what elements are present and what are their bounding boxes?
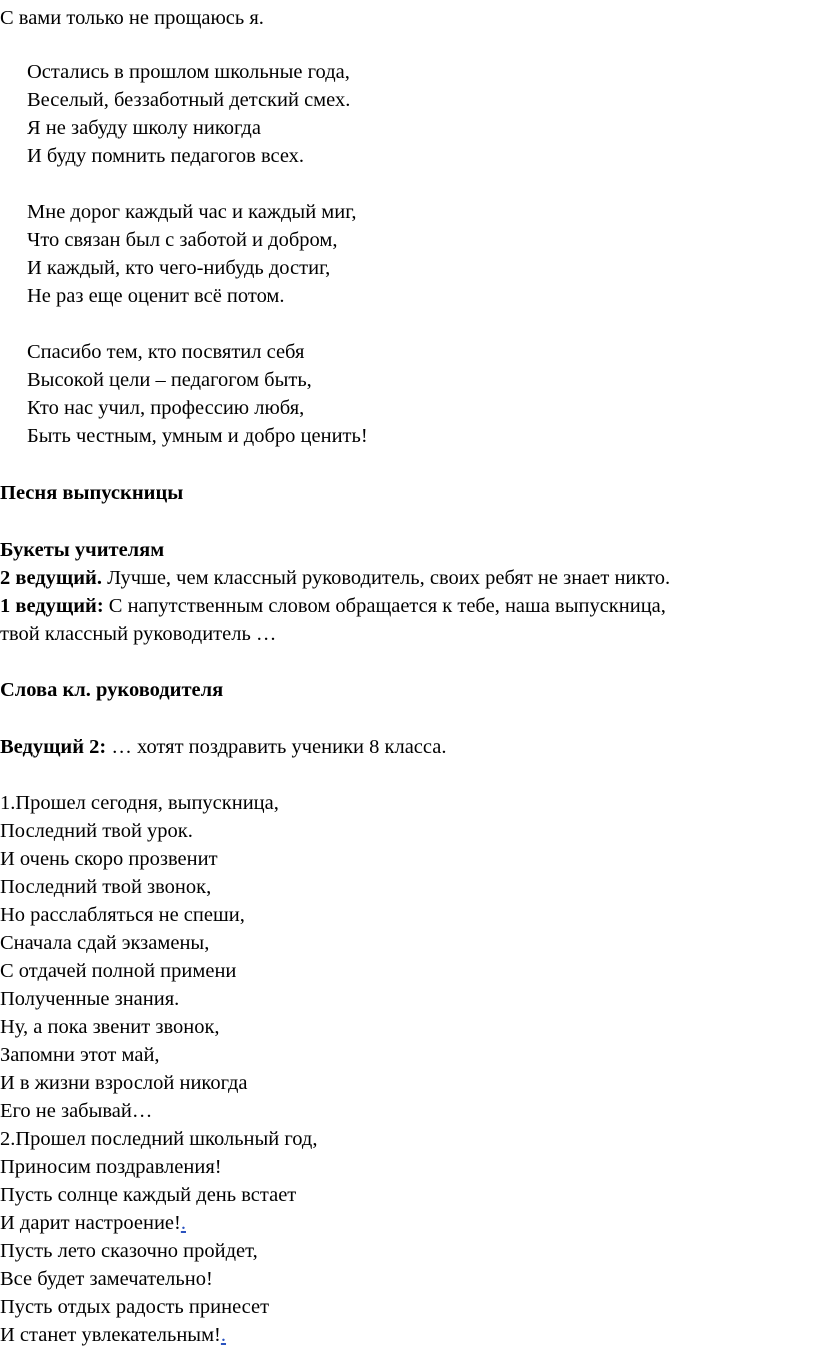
footnote-link[interactable]: . [180,1212,186,1234]
poem2-line: Приносим поздравления! [0,1156,222,1178]
poem2-line: Пусть солнце каждый день встает [0,1184,297,1206]
poem2-line-text: И дарит настроение! [0,1212,181,1234]
poem2-line-text: И станет увлекательным! [0,1324,221,1346]
poem1-stanza3-line2: Высокой цели – педагогом быть, [27,369,312,391]
speech-host1 [0,592,666,620]
poem2-line: Ну, а пока звенит звонок, [0,1016,220,1038]
poem2-line: Последний твой урок. [0,820,193,842]
speech-text: … хотят поздравить ученики 8 класса. [106,736,447,758]
poem1-stanza2-line1: Мне дорог каждый час и каждый миг, [27,201,357,223]
poem1-stanza1-line3: Я не забуду школу никогда [27,117,261,139]
poem1-stanza1-line1: Остались в прошлом школьные года, [27,61,350,83]
poem2-line: Но расслабляться не спеши, [0,904,245,926]
speech-host1-continuation: твой классный руководитель … [0,623,277,645]
poem2-line: Сначала сдай экзамены, [0,932,210,954]
speech-host2 [0,564,670,592]
speaker-label: Ведущий 2: [0,736,107,758]
poem2-line: И очень скоро прозвенит [0,848,218,870]
poem2-line: Пусть лето сказочно пройдет, [0,1240,258,1262]
poem1-stanza2-line3: И каждый, кто чего-нибудь достиг, [27,257,331,279]
heading-song: Песня выпускницы [0,482,184,504]
heading-teacher-words: Слова кл. руководителя [0,679,224,701]
poem1-stanza3-line1: Спасибо тем, кто посвятил себя [27,341,305,363]
poem1-stanza1-line4: И буду помнить педагогов всех. [27,145,305,167]
poem1-stanza1-line2: Веселый, беззаботный детский смех. [27,89,351,111]
poem2-line: Полученные знания. [0,988,180,1010]
poem2-line: 2.Прошел последний школьный год, [0,1128,318,1150]
heading-bouquets: Букеты учителям [0,539,165,561]
poem2-line: С отдачей полной примени [0,960,237,982]
speech-text: С напутственным словом обращается к тебе, наша выпускница, [103,595,666,617]
poem1-stanza2-line4: Не раз еще оценит всё потом. [27,285,285,307]
poem2-line: Пусть отдых радость принесет [0,1296,270,1318]
speech-host2-second [0,733,446,761]
poem2-line: Его не забывай… [0,1100,153,1122]
speech-text: Лучше, чем классный руководитель, своих ребят не знает никто. [101,567,671,589]
poem1-stanza2-line2: Что связан был с заботой и добром, [27,229,338,251]
poem1-stanza3-line4: Быть честным, умным и добро ценить! [27,425,368,447]
intro-line: С вами только не прощаюсь я. [0,7,264,29]
poem2-line: Все будет замечательно! [0,1268,213,1290]
poem2-line-with-link [0,1321,226,1349]
poem1-stanza3-line3: Кто нас учил, профессию любя, [27,397,305,419]
poem2-line: Запомни этот май, [0,1044,160,1066]
poem2-line: И в жизни взрослой никогда [0,1072,248,1094]
poem2-line-with-link [0,1209,186,1237]
footnote-link[interactable]: . [220,1324,227,1346]
poem2-line: Последний твой звонок, [0,876,212,898]
speaker-label: 2 ведущий. [0,567,102,589]
poem2-line: 1.Прошел сегодня, выпускница, [0,792,279,814]
speaker-label: 1 ведущий: [0,595,104,617]
